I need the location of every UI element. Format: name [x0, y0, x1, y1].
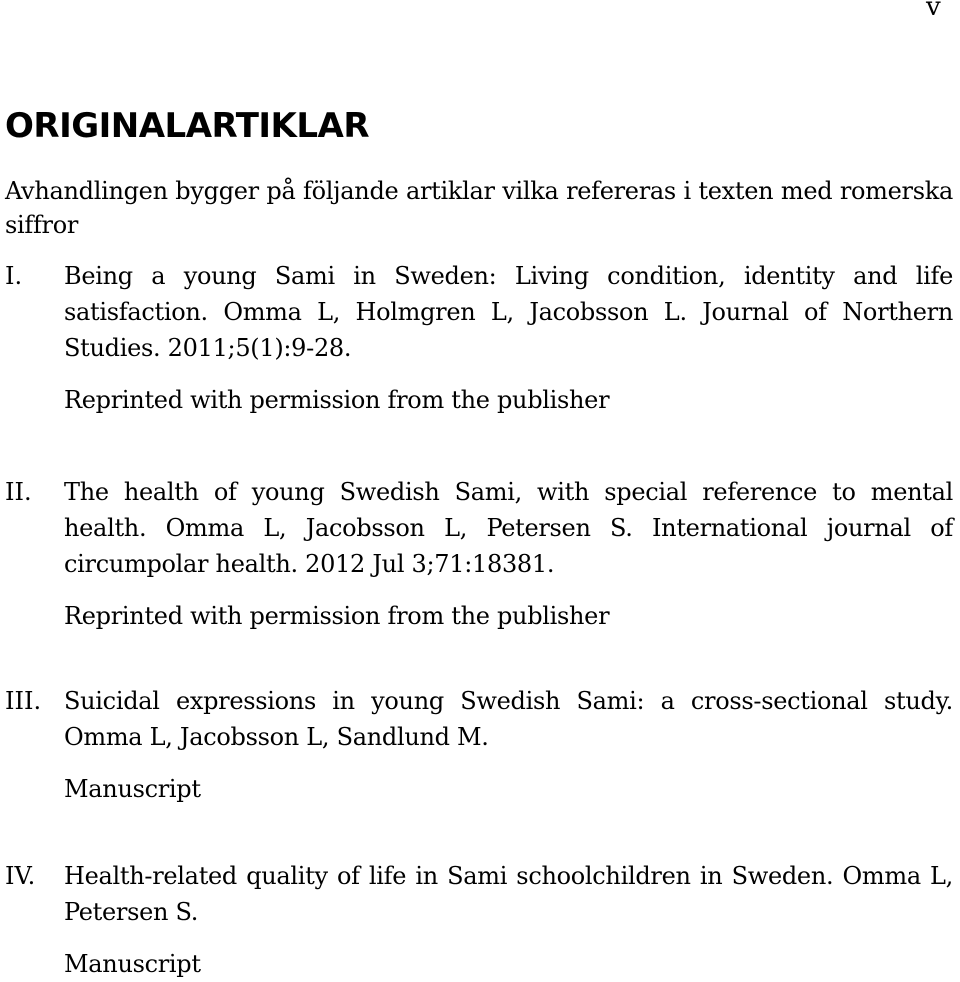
article-status: Reprinted with permission from the publisher: [64, 602, 610, 630]
section-heading: ORIGINALARTIKLAR: [5, 106, 370, 146]
article-status: Manuscript: [64, 950, 201, 978]
article-citation: Health-related quality of life in Sami schoolchildren in Sweden. Omma L, Petersen S.: [64, 862, 953, 926]
article-numeral: III.: [5, 687, 42, 715]
article-citation: Suicidal expressions in young Swedish Sami: a cross-sectional study. Omma L, Jacobsson L, Sandlund M.: [64, 687, 953, 751]
article-item-2: [5, 474, 953, 634]
article-numeral: IV.: [5, 862, 36, 890]
article-status: Manuscript: [64, 775, 201, 803]
article-citation: Being a young Sami in Sweden: Living condition, identity and life satisfaction. Omma L, Holmgren L, Jacobsson L. Journal of Northern Studies. 2011;5(1):9-28.: [64, 262, 953, 362]
intro-paragraph: Avhandlingen bygger på följande artiklar vilka refereras i texten med romerska siffror: [5, 177, 953, 239]
article-citation: The health of young Swedish Sami, with special reference to mental health. Omma L, Jacobsson L, Petersen S. International journal of circumpolar health. 2012 Jul 3;71:18381.: [64, 478, 953, 578]
article-numeral: II.: [5, 478, 32, 506]
article-item-1: [5, 258, 953, 418]
page-number: v: [926, 0, 941, 22]
article-numeral: I.: [5, 262, 23, 290]
article-item-4: [5, 858, 953, 982]
article-status: Reprinted with permission from the publisher: [64, 386, 610, 414]
article-item-3: [5, 683, 953, 807]
